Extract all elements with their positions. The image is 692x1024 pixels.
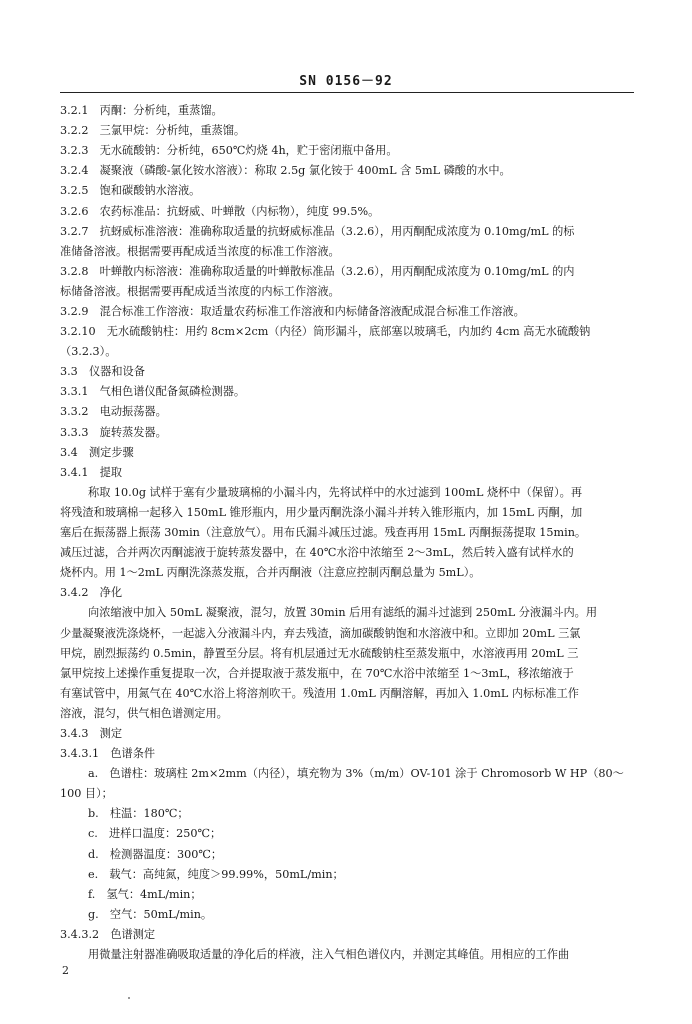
- text-line: 3.2.2 三氯甲烷：分析纯，重蒸馏。: [60, 124, 246, 138]
- text-line: 向浓缩液中加入 50mL 凝聚液，混匀，放置 30min 后用有滤纸的漏斗过滤到 250mL 分液漏斗内。用: [88, 606, 598, 620]
- section-heading: 3.4 测定步骤: [60, 445, 134, 459]
- text-line: 3.2.7 抗蚜威标准溶液：准确称取适量的抗蚜威标准品（3.2.6），用丙酮配成浓度为 0.10mg/mL 的标: [60, 224, 575, 238]
- list-item: g. 空气：50mL/min。: [88, 907, 213, 921]
- text-line: 少量凝聚液洗涤烧杯，一起滤入分液漏斗内，弃去残渣，滴加碳酸钠饱和水溶液中和。立即加 20mL 三氯: [60, 626, 581, 640]
- text-line: 100 目）；: [60, 787, 113, 801]
- text-line: 3.2.4 凝聚液（磷酸-氯化铵水溶液）：称取 2.5g 氯化铵于 400mL 含 5mL 磷酸的水中。: [60, 164, 511, 178]
- page-number: 2: [62, 964, 69, 977]
- list-item: e. 载气：高纯氮，纯度＞99.99%，50mL/min；: [88, 867, 344, 881]
- text-line: 准储备溶液。根据需要再配成适当浓度的标准工作溶液。: [60, 244, 340, 258]
- text-line: 称取 10.0g 试样于塞有少量玻璃棉的小漏斗内，先将试样中的水过滤到 100mL 烧杯中（保留）。再: [88, 485, 583, 499]
- subsection-heading: 3.4.3.2 色谱测定: [60, 927, 156, 941]
- text-line: 溶液，混匀，供气相色谱测定用。: [60, 706, 228, 720]
- header-rule: [60, 92, 634, 93]
- text-line: 3.2.5 饱和碳酸钠水溶液。: [60, 184, 201, 198]
- text-line: 3.2.10 无水硫酸钠柱：用约 8cm×2cm（内径）筒形漏斗，底部塞以玻璃毛，内加约 4cm 高无水硫酸钠: [60, 325, 591, 338]
- list-item: a. 色谱柱：玻璃柱 2m×2mm（内径），填充物为 3%（m/m）OV-101 涂于 Chromosorb W HP（80～: [88, 767, 624, 781]
- text-line: 将残渣和玻璃棉一起移入 150mL 锥形瓶内，用少量丙酮洗涤小漏斗并转入锥形瓶内，加 15mL 丙酮，加: [60, 505, 583, 519]
- text-line: 3.2.3 无水硫酸钠：分析纯，650℃灼烧 4h，贮于密闭瓶中备用。: [60, 144, 398, 158]
- text-line: 标储备溶液。根据需要再配成适当浓度的内标工作溶液。: [60, 284, 340, 298]
- subsection-heading: 3.4.3 测定: [60, 727, 123, 740]
- text-line: （3.2.3）。: [60, 345, 117, 359]
- text-line: 3.3.1 气相色谱仪配备氮磷检测器。: [60, 385, 246, 399]
- list-item: c. 进样口温度：250℃；: [88, 827, 222, 841]
- subsection-heading: 3.4.3.1 色谱条件: [60, 747, 156, 760]
- text-line: 甲烷，剧烈振荡约 0.5min，静置至分层。将有机层通过无水硫酸钠柱至蒸发瓶中，水溶液再用 20mL 三: [60, 646, 579, 660]
- text-line: 3.2.9 混合标准工作溶液：取适量农药标准工作溶液和内标储备溶液配成混合标准工作溶液。: [60, 305, 525, 318]
- text-line: 3.3.2 电动振荡器。: [60, 405, 167, 419]
- subsection-heading: 3.4.1 提取: [60, 465, 123, 479]
- text-line: 用微量注射器准确吸取适量的净化后的样液，注入气相色谱仪内，并测定其峰值。用相应的工作曲: [88, 948, 570, 961]
- text-line: 烧杯内。用 1～2mL 丙酮洗涤蒸发瓶，合并丙酮液（注意应控制丙酮总量为 5mL）。: [60, 566, 481, 580]
- text-line: 氯甲烷按上述操作重复提取一次，合并提取液于蒸发瓶中，在 70℃水浴中浓缩至 1～3mL，移浓缩液于: [60, 666, 574, 680]
- list-item: b. 柱温：180℃；: [88, 807, 189, 821]
- text-line: 3.3.3 旋转蒸发器。: [60, 425, 167, 439]
- standard-number-header: SN 0156－92: [299, 74, 393, 89]
- text-line: 3.2.1 丙酮：分析纯，重蒸馏。: [60, 104, 223, 117]
- section-heading: 3.3 仪器和设备: [60, 365, 145, 379]
- list-item: f. 氢气：4mL/min；: [88, 887, 202, 901]
- subsection-heading: 3.4.2 净化: [60, 586, 123, 600]
- text-line: 3.2.6 农药标准品：抗蚜威、叶蝉散（内标物），纯度 99.5%。: [60, 204, 380, 218]
- text-line: 有塞试管中，用氮气在 40℃水浴上将溶剂吹干。残渣用 1.0mL 丙酮溶解，再加入 1.0mL 内标标准工作: [60, 686, 579, 700]
- scan-speck: [128, 997, 130, 999]
- text-line: 3.2.8 叶蝉散内标溶液：准确称取适量的叶蝉散标准品（3.2.6），用丙酮配成浓度为 0.10mg/mL 的内: [60, 264, 575, 278]
- list-item: d. 检测器温度：300℃；: [88, 847, 223, 861]
- text-line: 塞后在振荡器上振荡 30min（注意放气）。用布氏漏斗减压过滤。残查再用 15mL 丙酮振荡提取 15min。: [60, 526, 587, 539]
- text-line: 减压过滤，合并两次丙酮滤液于旋转蒸发器中，在 40℃水浴中浓缩至 2～3mL，然后转入盛有试样水的: [60, 546, 574, 560]
